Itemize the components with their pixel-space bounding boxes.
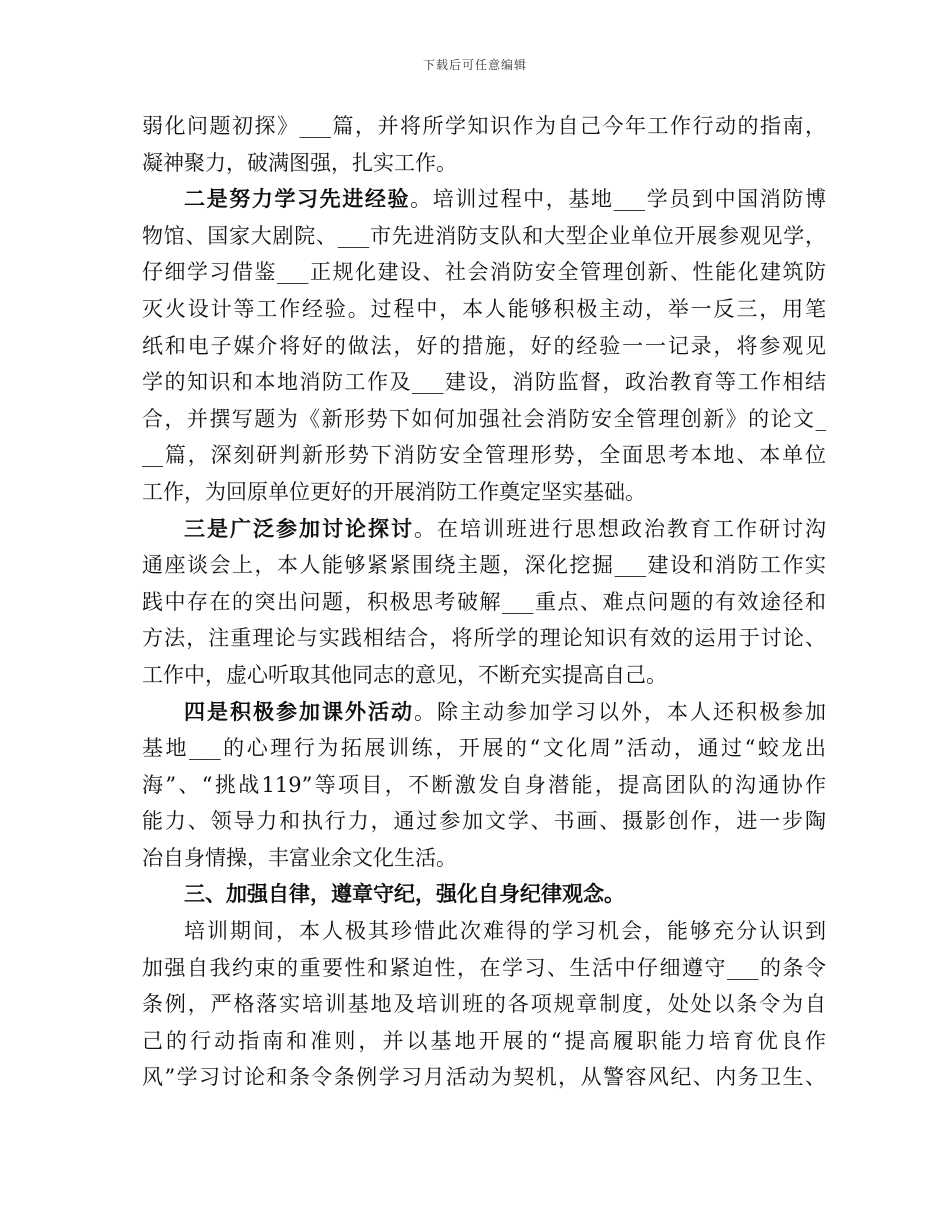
section-heading: 二是努力学习先进经验: [184, 186, 411, 212]
text-line: 条例，严格落实培训基地及培训班的各项规章制度，处处以条令为自: [142, 992, 826, 1017]
text-line: 工作，为回原单位更好的开展消防工作奠定坚实基础。: [142, 479, 646, 504]
section-heading: 四是积极参加课外活动: [184, 698, 414, 724]
chapter-heading-line: [142, 876, 826, 913]
text-line: 凝神聚力，破满图强，扎实工作。: [142, 150, 457, 175]
text-line: 己的行动指南和准则，并以基地开展的“提高履职能力培育优良作: [142, 1028, 826, 1053]
text-line: 海”、“挑战119”等项目，不断激发自身潜能，提高团队的沟通协作: [142, 772, 826, 797]
text-line: 加强自我约束的重要性和紧迫性，在学习、生活中仔细遵守___的条令: [142, 955, 826, 980]
section-heading-line: 三是广泛参加讨论探讨。在培训班进行思想政治教育工作研讨沟: [184, 515, 826, 541]
body-text: [142, 108, 826, 1096]
section-heading-line: 二是努力学习先进经验。培训过程中，基地___学员到中国消防博: [184, 186, 827, 212]
text-line: 仔细学习借鉴___正规化建设、社会消防安全管理创新、性能化建筑防: [142, 260, 826, 285]
text-line: 灭火设计等工作经验。过程中，本人能够积极主动，举一反三，用笔: [142, 296, 826, 321]
text-line: 工作中，虚心听取其他同志的意见，不断充实提高自己。: [142, 662, 667, 687]
text-line: 物馆、国家大剧院、___市先进消防支队和大型企业单位开展参观见学，: [142, 223, 826, 248]
text-line: 合，并撰写题为《新形势下如何加强社会消防安全管理创新》的论文_: [142, 406, 826, 431]
text-line: __篇，深刻研判新形势下消防安全管理形势，全面思考本地、本单位: [142, 443, 826, 468]
text-line: 风”学习讨论和条令条例学习月活动为契机，从警容风纪、内务卫生、: [142, 1065, 826, 1090]
text-line: 方法，注重理论与实践相结合，将所学的理论知识有效的运用于讨论、: [142, 626, 826, 651]
text-line: 弱化问题初探》___篇，并将所学知识作为自己今年工作行动的指南，: [142, 114, 826, 138]
text-line: 能力、领导力和执行力，通过参加文学、书画、摄影创作，进一步陶: [142, 809, 826, 834]
text-line: 培训期间，本人极其珍惜此次难得的学习机会，能够充分认识到: [184, 919, 826, 944]
text-line: 基地___的心理行为拓展训练，开展的“文化周”活动，通过“蛟龙出: [142, 736, 826, 761]
chapter-heading: 三、加强自律，遵章守纪，强化自身纪律观念。: [184, 881, 625, 907]
text-line: 纸和电子媒介将好的做法，好的措施，好的经验一一记录，将参观见: [142, 333, 826, 358]
text-line: 冶自身情操，丰富业余文化生活。: [142, 845, 457, 870]
text-line: 学的知识和本地消防工作及___建设，消防监督，政治教育等工作相结: [142, 370, 826, 395]
section-heading: 三是广泛参加讨论探讨: [184, 515, 414, 541]
text-line: 践中存在的突出问题，积极思考破解___重点、难点问题的有效途径和: [142, 589, 826, 614]
section-heading-line: 四是积极参加课外活动。除主动参加学习以外，本人还积极参加: [184, 698, 826, 724]
text-line: 通座谈会上，本人能够紧紧围绕主题，深化挖掘___建设和消防工作实: [142, 553, 826, 578]
header-note: 下载后可任意编辑: [422, 58, 527, 72]
